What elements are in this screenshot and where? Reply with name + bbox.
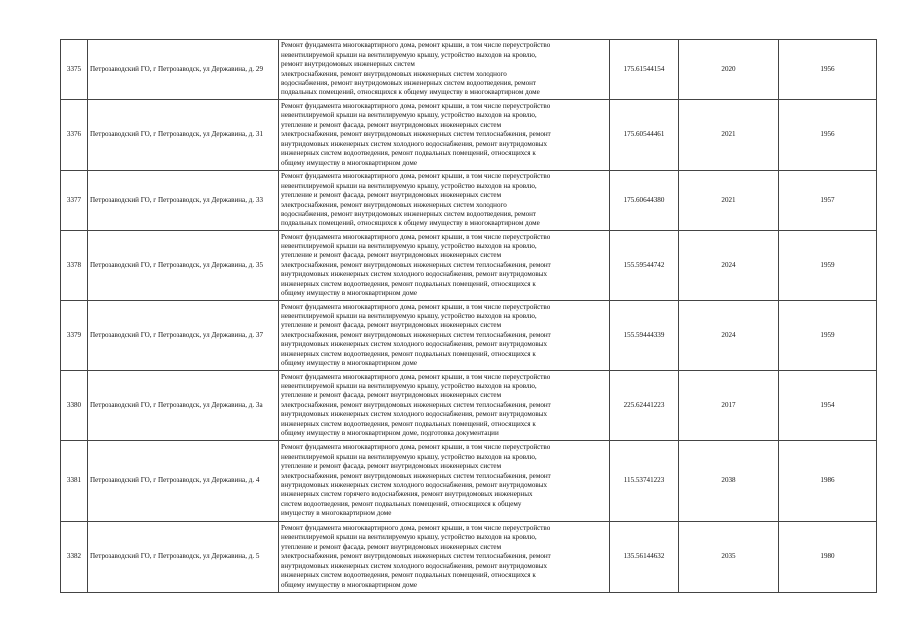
table-row (61, 231, 877, 301)
works-cell: Ремонт фундамента многоквартирного дома, ремонт крыши, в том числе переустройство невентилируемой крыши на вентилируемую крышу, устройство выходов на кровлю, утепление и ремонт фасада, ремонт внутридомовых инженерных систем электроснабжения, ремонт внутридомовых инженерных систем теплоснабжения, ремонт внутридомовых инженерных систем холодного водоснабжения, ремонт внутридомовых инженерных систем водоотведения, ремонт подвальных помещений, относящихся к общему имуществу в многоквартирном доме (279, 301, 610, 371)
address-cell: Петрозаводский ГО, г Петрозаводск, ул Державина, д. 4 (88, 441, 279, 522)
table-row (61, 100, 877, 171)
repair-year-cell: 2035 (679, 522, 779, 593)
area-cell: 115.53741223 (610, 441, 679, 522)
row-number: 3379 (61, 301, 88, 371)
row-number: 3382 (61, 522, 88, 593)
build-year-cell: 1986 (779, 441, 877, 522)
area-cell: 135.56144632 (610, 522, 679, 593)
area-cell: 175.60644380 (610, 171, 679, 231)
address-cell: Петрозаводский ГО, г Петрозаводск, ул Державина, д. 31 (88, 100, 279, 171)
area-cell: 225.62441223 (610, 371, 679, 441)
table-row (61, 441, 877, 522)
build-year-cell: 1954 (779, 371, 877, 441)
table-row (61, 301, 877, 371)
repair-year-cell: 2020 (679, 40, 779, 100)
table-row (61, 522, 877, 593)
repair-year-cell: 2038 (679, 441, 779, 522)
table-row (61, 40, 877, 100)
build-year-cell: 1959 (779, 231, 877, 301)
area-cell: 155.59444339 (610, 301, 679, 371)
table-row (61, 371, 877, 441)
build-year-cell: 1956 (779, 40, 877, 100)
area-cell: 155.59544742 (610, 231, 679, 301)
table-body (61, 40, 877, 593)
row-number: 3378 (61, 231, 88, 301)
table-row (61, 171, 877, 231)
repair-year-cell: 2021 (679, 100, 779, 171)
row-number: 3376 (61, 100, 88, 171)
works-cell: Ремонт фундамента многоквартирного дома, ремонт крыши, в том числе переустройство невентилируемой крыши на вентилируемую крышу, устройство выходов на кровлю, утепление и ремонт фасада, ремонт внутридомовых инженерных систем электроснабжения, ремонт внутридомовых инженерных систем холодного водоснабжения, ремонт внутридомовых инженерных систем водоотведения, ремонт подвальных помещений, относящихся к общему имуществу в многоквартирном доме (279, 171, 610, 231)
works-cell: Ремонт фундамента многоквартирного дома, ремонт крыши, в том числе переустройство невентилируемой крыши на вентилируемую крышу, устройство выходов на кровлю, ремонт внутридомовых инженерных систем электроснабжения, ремонт внутридомовых инженерных систем холодного водоснабжения, ремонт внутридомовых инженерных систем водоотведения, ремонт подвальных помещений, относящихся к общему имуществу в многоквартирном доме (279, 40, 610, 100)
address-cell: Петрозаводский ГО, г Петрозаводск, ул Державина, д. 37 (88, 301, 279, 371)
works-cell: Ремонт фундамента многоквартирного дома, ремонт крыши, в том числе переустройство невентилируемой крыши на вентилируемую крышу, устройство выходов на кровлю, утепление и ремонт фасада, ремонт внутридомовых инженерных систем электроснабжения, ремонт внутридомовых инженерных систем теплоснабжения, ремонт внутридомовых инженерных систем холодного водоснабжения, ремонт внутридомовых инженерных систем водоотведения, ремонт подвальных помещений, относящихся к общему имуществу в многоквартирном доме, подготовка документации (279, 371, 610, 441)
area-cell: 175.61544154 (610, 40, 679, 100)
works-cell: Ремонт фундамента многоквартирного дома, ремонт крыши, в том числе переустройство невентилируемой крыши на вентилируемую крышу, устройство выходов на кровлю, утепление и ремонт фасада, ремонт внутридомовых инженерных систем электроснабжения, ремонт внутридомовых инженерных систем теплоснабжения, ремонт внутридомовых инженерных систем холодного водоснабжения, ремонт внутридомовых инженерных систем горячего водоснабжения, ремонт внутридомовых инженерных систем водоотведения, ремонт подвальных помещений, относящихся к общему имуществу в многоквартирном доме (279, 441, 610, 522)
area-cell: 175.60544461 (610, 100, 679, 171)
build-year-cell: 1980 (779, 522, 877, 593)
works-cell: Ремонт фундамента многоквартирного дома, ремонт крыши, в том числе переустройство невентилируемой крыши на вентилируемую крышу, устройство выходов на кровлю, утепление и ремонт фасада, ремонт внутридомовых инженерных систем электроснабжения, ремонт внутридомовых инженерных систем теплоснабжения, ремонт внутридомовых инженерных систем холодного водоснабжения, ремонт внутридомовых инженерных систем водоотведения, ремонт подвальных помещений, относящихся к общему имуществу в многоквартирном доме (279, 522, 610, 593)
build-year-cell: 1956 (779, 100, 877, 171)
address-cell: Петрозаводский ГО, г Петрозаводск, ул Державина, д. 33 (88, 171, 279, 231)
repair-year-cell: 2024 (679, 231, 779, 301)
address-cell: Петрозаводский ГО, г Петрозаводск, ул Державина, д. 29 (88, 40, 279, 100)
repair-year-cell: 2017 (679, 371, 779, 441)
repair-year-cell: 2021 (679, 171, 779, 231)
build-year-cell: 1959 (779, 301, 877, 371)
repair-program-table (60, 39, 877, 593)
repair-year-cell: 2024 (679, 301, 779, 371)
address-cell: Петрозаводский ГО, г Петрозаводск, ул Державина, д. 35 (88, 231, 279, 301)
works-cell: Ремонт фундамента многоквартирного дома, ремонт крыши, в том числе переустройство невентилируемой крыши на вентилируемую крышу, устройство выходов на кровлю, утепление и ремонт фасада, ремонт внутридомовых инженерных систем электроснабжения, ремонт внутридомовых инженерных систем теплоснабжения, ремонт внутридомовых инженерных систем холодного водоснабжения, ремонт внутридомовых инженерных систем водоотведения, ремонт подвальных помещений, относящихся к общему имуществу в многоквартирном доме (279, 100, 610, 171)
address-cell: Петрозаводский ГО, г Петрозаводск, ул Державина, д. 3а (88, 371, 279, 441)
row-number: 3377 (61, 171, 88, 231)
row-number: 3380 (61, 371, 88, 441)
row-number: 3375 (61, 40, 88, 100)
works-cell: Ремонт фундамента многоквартирного дома, ремонт крыши, в том числе переустройство невентилируемой крыши на вентилируемую крышу, устройство выходов на кровлю, утепление и ремонт фасада, ремонт внутридомовых инженерных систем электроснабжения, ремонт внутридомовых инженерных систем теплоснабжения, ремонт внутридомовых инженерных систем холодного водоснабжения, ремонт внутридомовых инженерных систем водоотведения, ремонт подвальных помещений, относящихся к общему имуществу в многоквартирном доме (279, 231, 610, 301)
row-number: 3381 (61, 441, 88, 522)
build-year-cell: 1957 (779, 171, 877, 231)
address-cell: Петрозаводский ГО, г Петрозаводск, ул Державина, д. 5 (88, 522, 279, 593)
